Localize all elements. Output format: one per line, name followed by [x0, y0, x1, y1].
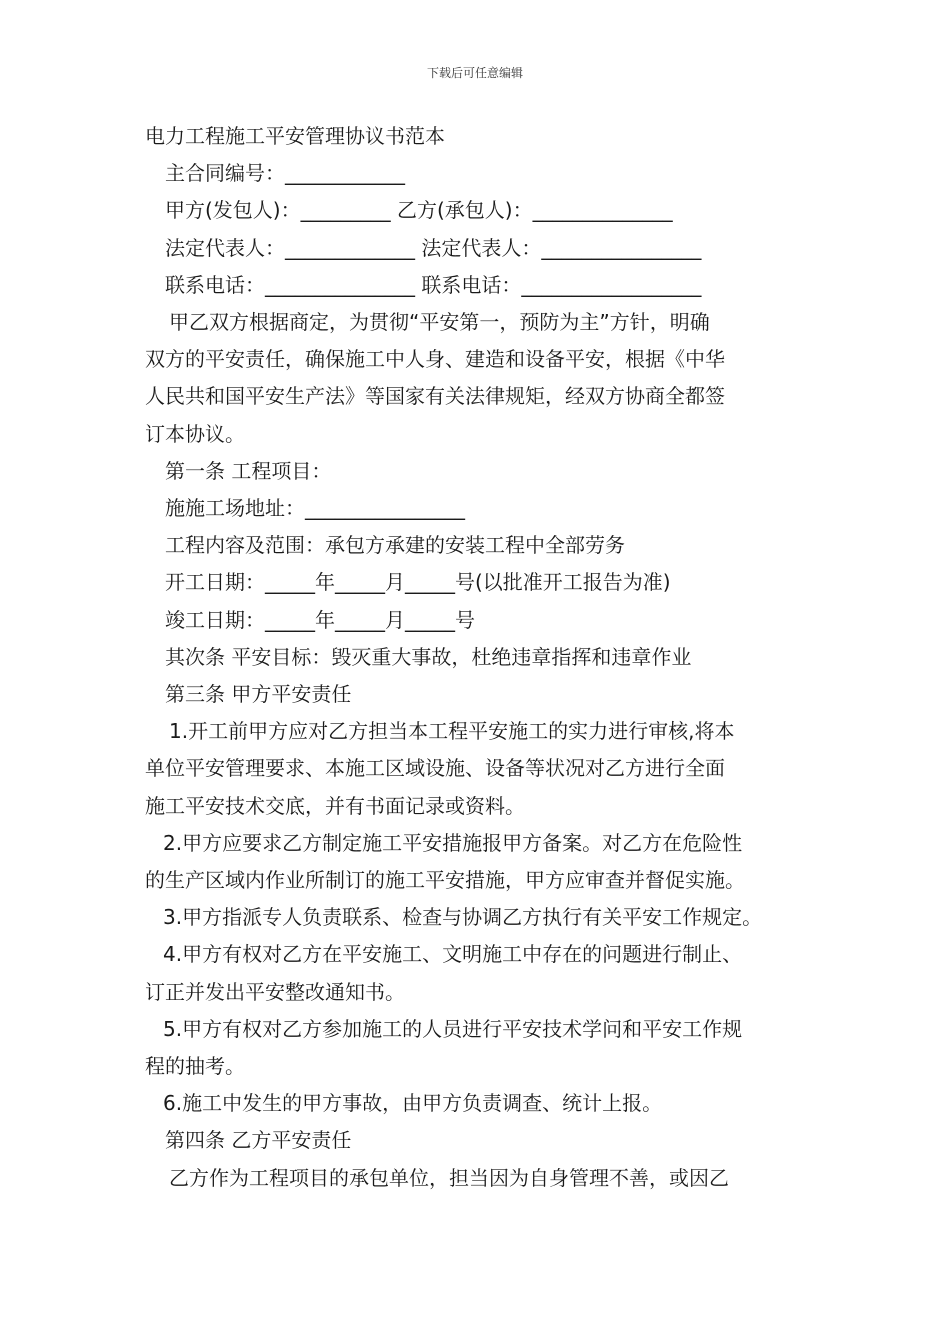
- article-4-line-1: 乙方作为工程项目的承包单位，担当因为自身管理不善，或因乙: [169, 1165, 729, 1190]
- article-3-heading: 第三条 甲方平安责任: [165, 682, 352, 707]
- clause-2-line-1: 2.甲方应要求乙方制定施工平安措施报甲方备案。对乙方在危险性: [163, 830, 743, 855]
- start-date-line: 开工日期：_____年_____月_____号(以批准开工报告为准): [165, 570, 671, 595]
- clause-3-line: 3.甲方指派专人负责联系、检查与协调乙方执行有关平安工作规定。: [163, 905, 763, 930]
- clause-1-line-3: 施工平安技术交底，并有书面记录或资料。: [145, 793, 525, 818]
- clause-1-line-2: 单位平安管理要求、本施工区域设施、设备等状况对乙方进行全面: [145, 756, 725, 781]
- document-body: [145, 118, 810, 1197]
- end-date-line: 竣工日期：_____年_____月_____号: [165, 607, 475, 632]
- doc-title: 电力工程施工平安管理协议书范本: [145, 124, 445, 148]
- intro-line-1: 甲乙双方根据商定，为贯彻“平安第一，预防为主”方针，明确: [169, 310, 710, 335]
- article-2-line: 其次条 平安目标：毁灭重大事故，杜绝违章指挥和违章作业: [165, 644, 692, 669]
- clause-5-line-1: 5.甲方有权对乙方参加施工的人员进行平安技术学问和平安工作规: [163, 1016, 743, 1041]
- intro-line-3: 人民共和国平安生产法》等国家有关法律规矩，经双方协商全都签: [145, 384, 725, 409]
- clause-2-line-2: 的生产区域内作业所制订的施工平安措施，甲方应审查并督促实施。: [145, 868, 745, 893]
- legal-rep-line: 法定代表人：_____________ 法定代表人：________________: [165, 235, 702, 260]
- article-1-heading: 第一条 工程项目：: [165, 458, 332, 483]
- scope-line: 工程内容及范围：承包方承建的安装工程中全部劳务: [165, 533, 625, 558]
- contract-number-line: 主合同编号：____________: [165, 161, 405, 186]
- article-4-heading: 第四条 乙方平安责任: [165, 1128, 352, 1153]
- clause-1-line-1: 1.开工前甲方应对乙方担当本工程平安施工的实力进行审核,将本: [169, 719, 735, 744]
- page-header-note: 下载后可任意编辑: [426, 66, 523, 80]
- intro-line-2: 双方的平安责任，确保施工中人身、建造和设备平安，根据《中华: [145, 347, 725, 372]
- clause-6-line: 6.施工中发生的甲方事故，由甲方负责调查、统计上报。: [163, 1091, 663, 1116]
- site-address-line: 施施工场地址：________________: [165, 496, 465, 521]
- phone-line: 联系电话：_______________ 联系电话：__________________: [165, 272, 702, 297]
- clause-4-line-1: 4.甲方有权对乙方在平安施工、文明施工中存在的问题进行制止、: [163, 942, 743, 967]
- clause-5-line-2: 程的抽考。: [145, 1054, 245, 1079]
- intro-line-4: 订本协议。: [145, 421, 245, 446]
- parties-line: 甲方(发包人)：_________ 乙方(承包人)：______________: [165, 198, 673, 223]
- clause-4-line-2: 订正并发出平安整改通知书。: [145, 979, 405, 1004]
